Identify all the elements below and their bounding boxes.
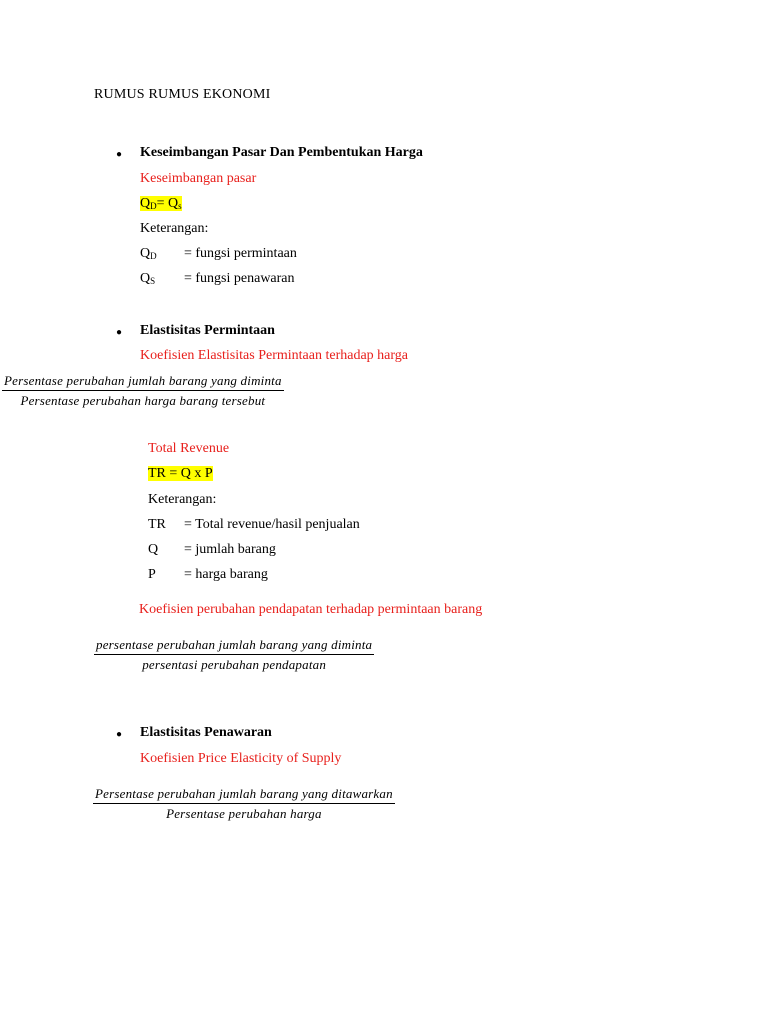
legend-desc: = fungsi penawaran [184,271,295,286]
fraction-numerator: Persentase perubahan jumlah barang yang diminta [2,373,284,391]
formula-eq-q: = Q [156,196,179,211]
formula-tr-text: TR = Q x P [148,466,213,481]
legend-sym: Q [140,246,151,261]
legend-desc: = jumlah barang [184,542,276,557]
legend-sub: D [150,251,157,261]
keterangan-label: Keterangan: [148,492,217,507]
legend-row-tr [148,517,360,533]
fraction-denominator: persentasi perubahan pendapatan [142,657,327,672]
section-heading-elastisitas-penawaran: Elastisitas Penawaran [140,725,272,740]
bullet-icon: ● [116,327,123,338]
formula-total-revenue [148,466,213,482]
subtitle-total-revenue: Total Revenue [148,441,230,456]
subtitle-koefisien-elastisitas: Koefisien Elastisitas Permintaan terhadap harga [140,348,408,363]
fraction-elastisitas-permintaan [2,373,284,409]
legend-desc: = harga barang [184,567,268,582]
fraction-numerator: Persentase perubahan jumlah barang yang ditawarkan [93,786,395,804]
formula-q-demand: Q [140,196,151,211]
fraction-elastisitas-penawaran [93,786,395,822]
legend-sym: Q [148,542,159,557]
legend-sub: S [150,276,156,286]
legend-sym: Q [140,271,151,286]
legend-desc: = Total revenue/hasil penjualan [184,517,360,532]
section-heading-keseimbangan: Keseimbangan Pasar Dan Pembentukan Harga [140,145,423,160]
section-heading-elastisitas-permintaan: Elastisitas Permintaan [140,323,275,338]
fraction-denominator: Persentase perubahan harga barang tersebut [20,393,266,408]
formula-sub-s: s [178,201,182,211]
bullet-icon: ● [116,149,123,160]
legend-row-q [148,542,276,558]
legend-desc: = fungsi permintaan [184,246,297,261]
formula-equilibrium [140,196,182,212]
subtitle-price-elasticity-supply: Koefisien Price Elasticity of Supply [140,751,342,766]
legend-row-qs [140,271,295,287]
formula-sub-d: D [150,201,157,211]
page-title: RUMUS RUMUS EKONOMI [94,87,271,102]
fraction-numerator: persentase perubahan jumlah barang yang diminta [94,637,374,655]
subtitle-keseimbangan-pasar: Keseimbangan pasar [140,171,257,186]
legend-sym: P [148,567,156,582]
fraction-elastisitas-pendapatan [94,637,374,673]
subtitle-koefisien-pendapatan: Koefisien perubahan pendapatan terhadap permintaan barang [139,602,483,617]
bullet-icon: ● [116,729,123,740]
keterangan-label: Keterangan: [140,221,209,236]
legend-sym: TR [148,517,166,532]
fraction-denominator: Persentase perubahan harga [166,806,322,821]
legend-row-p [148,567,268,583]
legend-row-qd [140,246,297,262]
